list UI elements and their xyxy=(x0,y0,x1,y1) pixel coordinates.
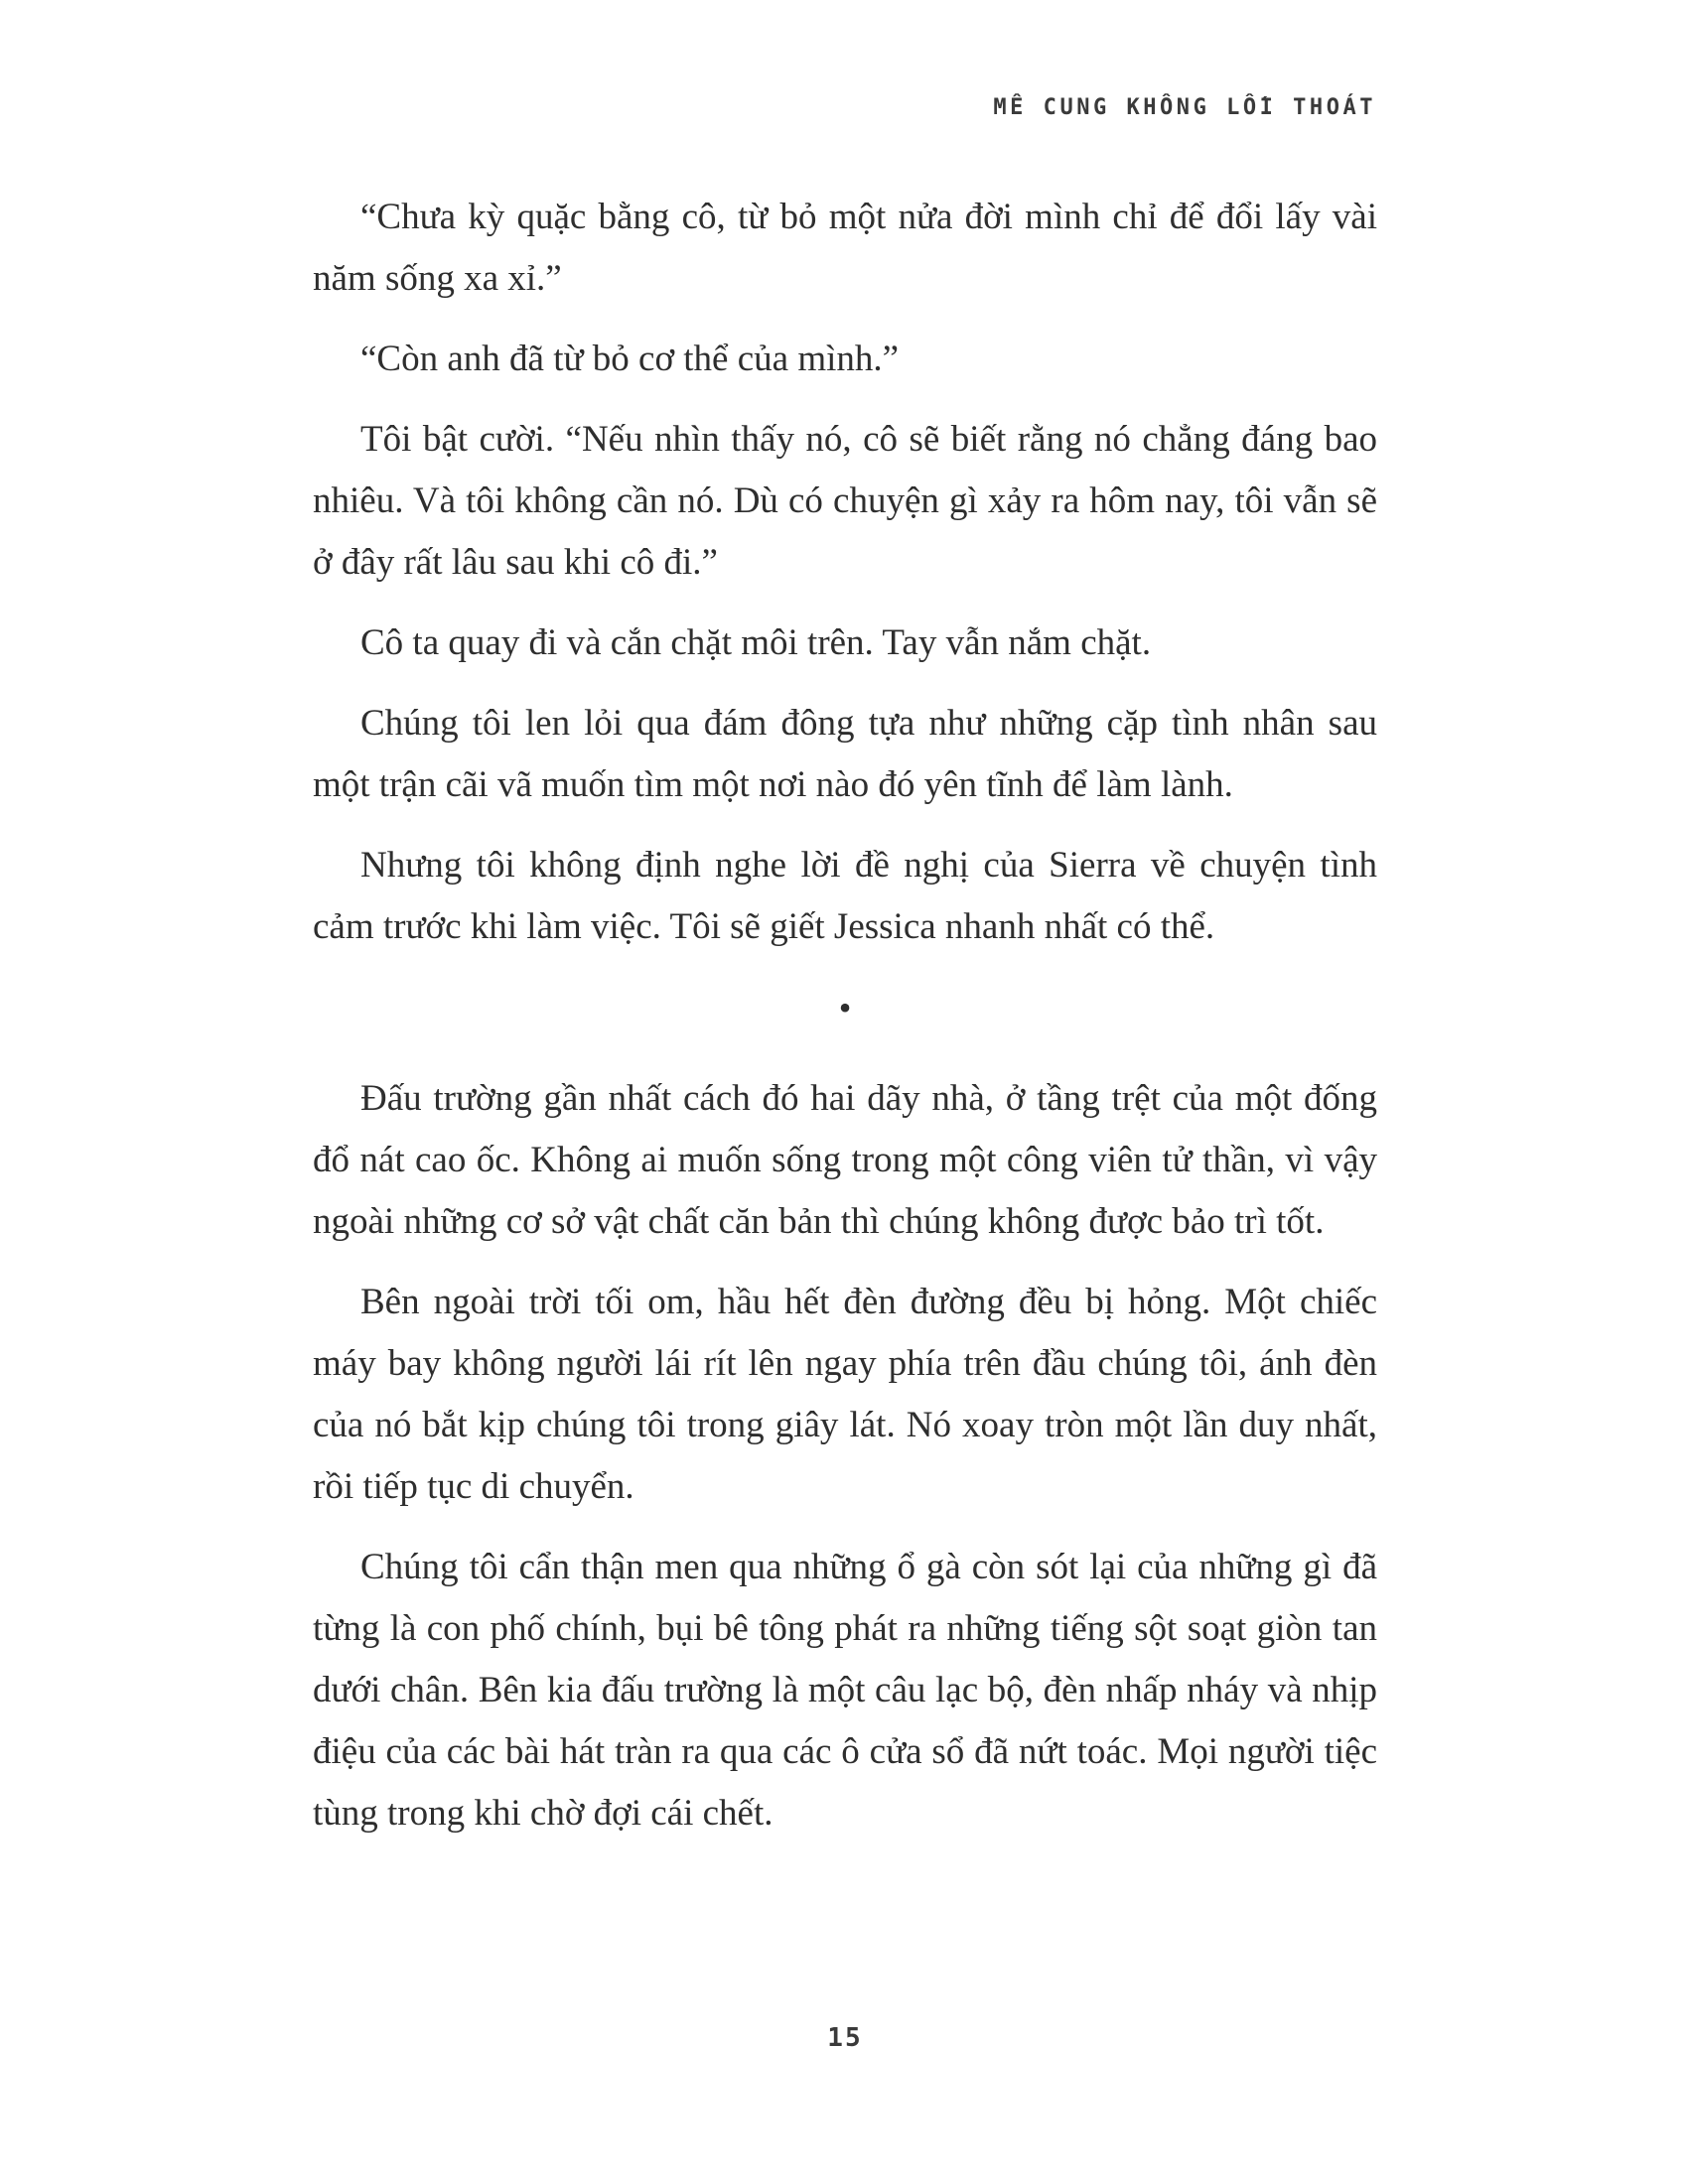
paragraph: “Chưa kỳ quặc bằng cô, từ bỏ một nửa đời mình chỉ để đổi lấy vài năm sống xa xỉ.” xyxy=(313,197,1377,299)
paragraph: “Còn anh đã từ bỏ cơ thể của mình.” xyxy=(360,339,900,379)
paragraph: Cô ta quay đi và cắn chặt môi trên. Tay vẫn nắm chặt. xyxy=(360,622,1152,663)
paragraph: Bên ngoài trời tối om, hầu hết đèn đường đều bị hỏng. Một chiếc máy bay không người lái rít lên ngay phía trên đầu chúng tôi, ánh đèn của nó bắt kịp chúng tôi trong giây lát. Nó xoay tròn một lần duy nhất, rồi tiếp tục di chuyển. xyxy=(313,1282,1377,1507)
paragraph: Đấu trường gần nhất cách đó hai dãy nhà, ở tầng trệt của một đống đổ nát cao ốc. Không ai muốn sống trong một công viên tử thần, vì vậy ngoài những cơ sở vật chất căn bản thì chúng không được bảo trì tốt. xyxy=(313,1078,1377,1242)
scene-break-dot: • xyxy=(838,988,852,1027)
running-header: MÊ CUNG KHÔNG LỐI THOÁT xyxy=(993,95,1376,120)
page-body xyxy=(313,187,1377,1863)
paragraph: Chúng tôi cẩn thận men qua những ổ gà còn sót lại của những gì đã từng là con phố chính, bụi bê tông phát ra những tiếng sột soạt giòn tan dưới chân. Bên kia đấu trường là một câu lạc bộ, đèn nhấp nháy và nhịp điệu của các bài hát tràn ra qua các ô cửa sổ đã nứt toác. Mọi người tiệc tùng trong khi chờ đợi cái chết. xyxy=(313,1547,1377,1834)
page-number: 15 xyxy=(827,2023,863,2053)
paragraph: Nhưng tôi không định nghe lời đề nghị của Sierra về chuyện tình cảm trước khi làm việc. Tôi sẽ giết Jessica nhanh nhất có thể. xyxy=(313,845,1377,947)
paragraph: Chúng tôi len lỏi qua đám đông tựa như những cặp tình nhân sau một trận cãi vã muốn tìm một nơi nào đó yên tĩnh để làm lành. xyxy=(313,703,1377,805)
paragraph: Tôi bật cười. “Nếu nhìn thấy nó, cô sẽ biết rằng nó chẳng đáng bao nhiêu. Và tôi không cần nó. Dù có chuyện gì xảy ra hôm nay, tôi vẫn sẽ ở đây rất lâu sau khi cô đi.” xyxy=(313,419,1377,583)
